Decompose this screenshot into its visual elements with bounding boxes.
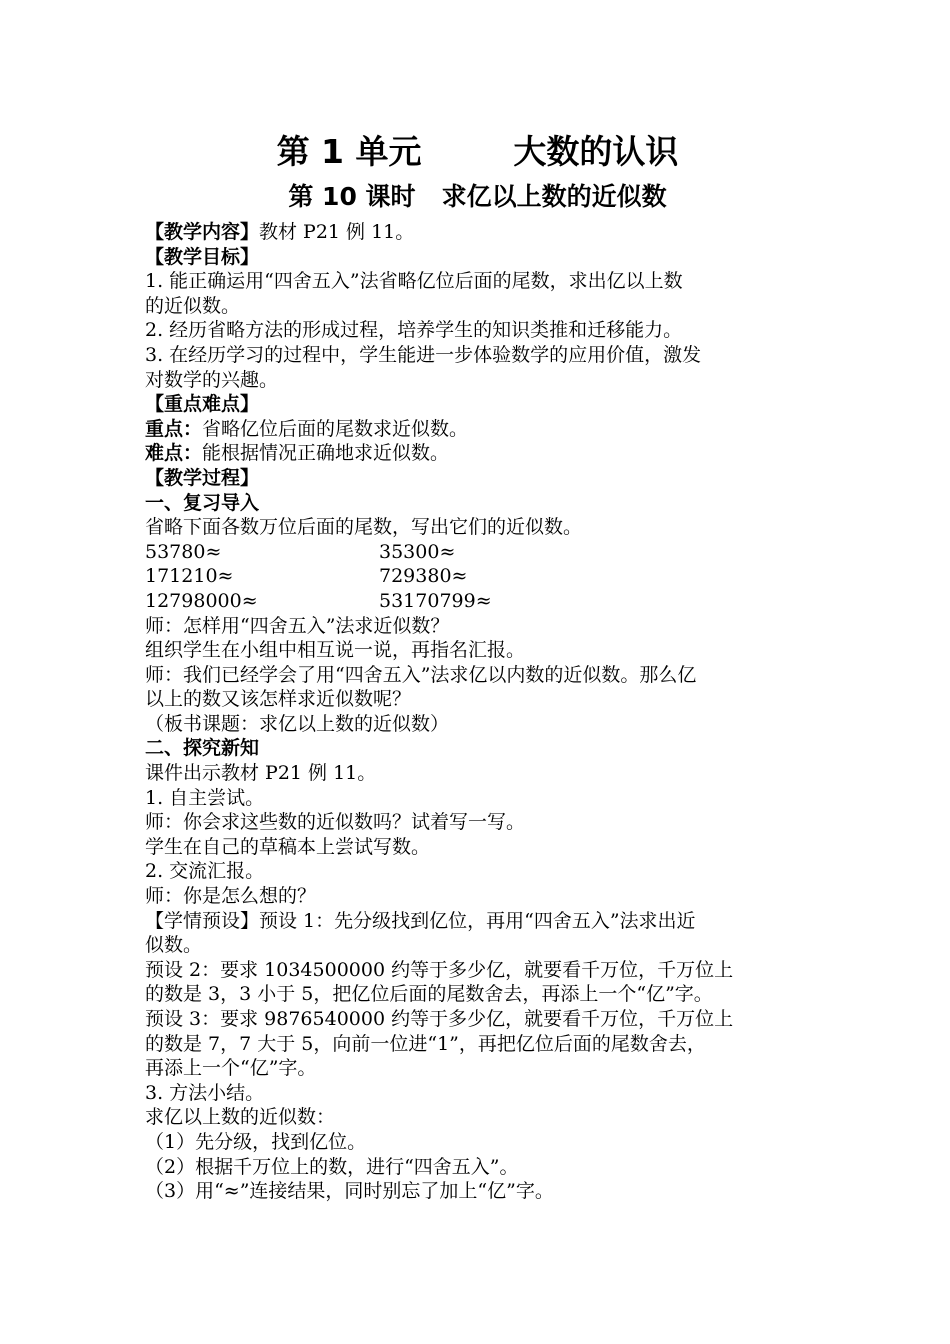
paragraph-line: （板书课题：求亿以上数的近似数） [145, 712, 450, 735]
document-page [145, 128, 810, 1204]
paragraph-line: 预设 2：要求 1034500000 约等于多少亿，就要看千万位，千万位上 [145, 958, 734, 981]
goals-heading: 【教学目标】 [145, 245, 260, 268]
process-heading: 【教学过程】 [145, 466, 260, 489]
paragraph-line: 求亿以上数的近似数： [145, 1106, 336, 1129]
teaching-content-text: 教材 P21 例 11。 [259, 221, 415, 243]
paragraph-line: 课件出示教材 P21 例 11。 [145, 762, 377, 785]
paragraph-line: 2. 交流汇报。 [145, 860, 265, 883]
exercise-row [145, 564, 810, 589]
exercise-item: 729380≈ [379, 565, 468, 588]
difficult-point [145, 441, 810, 466]
goal-line: 对数学的兴趣。 [145, 368, 279, 391]
paragraph-line: 再添上一个“亿”字。 [145, 1057, 317, 1080]
difficult-point-label: 难点： [145, 442, 203, 465]
key-point-label: 重点： [145, 417, 203, 440]
lesson-subtitle: 第 10 课时 求亿以上数的近似数 [288, 182, 667, 211]
paragraph-line: 的数是 3，3 小于 5，把亿位后面的尾数舍去，再添上一个“亿”字。 [145, 983, 713, 1006]
paragraph-line: 3. 方法小结。 [145, 1081, 265, 1104]
exercise-row [145, 589, 810, 614]
paragraph-line: （2）根据千万位上的数，进行“四舍五入”。 [145, 1155, 519, 1178]
paragraph-line: 师：你会求这些数的近似数吗？试着写一写。 [145, 811, 526, 834]
exercise-item: 53170799≈ [379, 589, 492, 612]
unit-title: 第 1 单元 大数的认识 [276, 132, 679, 171]
paragraph-line: 师：我们已经学会了用“四舍五入”法求亿以内数的近似数。那么亿 [145, 663, 697, 686]
paragraph-line: 学生在自己的草稿本上尝试写数。 [145, 835, 431, 858]
goal-line: 2. 经历省略方法的形成过程，培养学生的知识类推和迁移能力。 [145, 319, 683, 342]
keypoints-heading: 【重点难点】 [145, 393, 260, 416]
exercise-item: 12798000≈ [145, 589, 258, 612]
exercise-row [145, 540, 810, 565]
review-instruction: 省略下面各数万位后面的尾数，写出它们的近似数。 [145, 516, 583, 539]
goal-line: 1. 能正确运用“四舍五入”法省略亿位后面的尾数，求出亿以上数 [145, 270, 683, 293]
teaching-content-label: 【教学内容】 [145, 221, 260, 243]
paragraph-line: 以上的数又该怎样求近似数呢？ [145, 688, 412, 711]
section-explore-heading: 二、探究新知 [145, 737, 260, 760]
section-review-heading: 一、复习导入 [145, 491, 260, 514]
exercise-item: 35300≈ [379, 540, 456, 563]
exercise-item: 53780≈ [145, 540, 222, 563]
exercise-item: 171210≈ [145, 565, 234, 588]
paragraph-line: （3）用“≈”连接结果，同时别忘了加上“亿”字。 [145, 1180, 554, 1203]
key-point-text: 省略亿位后面的尾数求近似数。 [202, 417, 469, 440]
goal-line: 的近似数。 [145, 294, 241, 317]
paragraph-line: 组织学生在小组中相互说一说，再指名汇报。 [145, 639, 526, 662]
paragraph-line: 师：你是怎么想的？ [145, 885, 317, 908]
paragraph-line: 【学情预设】预设 1：先分级找到亿位，再用“四舍五入”法求出近 [145, 909, 696, 932]
paragraph-line: 的数是 7，7 大于 5，向前一位进“1”，再把亿位后面的尾数舍去， [145, 1032, 706, 1055]
paragraph-line: 预设 3：要求 9876540000 约等于多少亿，就要看千万位，千万位上 [145, 1008, 734, 1030]
goal-line: 3. 在经历学习的过程中，学生能进一步体验数学的应用价值，激发 [145, 343, 702, 366]
paragraph-line: （1）先分级，找到亿位。 [145, 1130, 367, 1153]
key-point [145, 417, 810, 442]
paragraph-line: 师：怎样用“四舍五入”法求近似数？ [145, 614, 450, 637]
paragraph-line: 1. 自主尝试。 [145, 786, 265, 809]
paragraph-line: 似数。 [145, 934, 203, 957]
teaching-content [145, 220, 810, 245]
difficult-point-text: 能根据情况正确地求近似数。 [202, 442, 450, 465]
